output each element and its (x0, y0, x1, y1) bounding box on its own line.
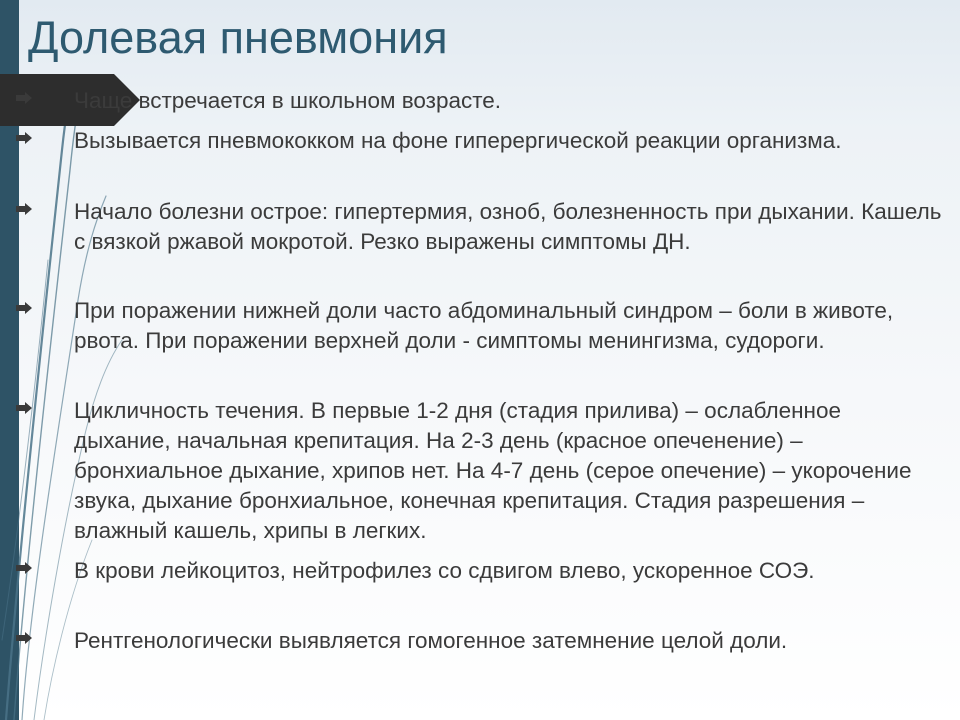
bullet-item (74, 396, 942, 546)
bullet-text: Рентгенологически выявляется гомогенное затемнение целой доли. (74, 628, 788, 653)
bullet-text: Цикличность течения. В первые 1-2 дня (стадия прилива) – ослабленное дыхание, начальная крепитация. На 2-3 день (красное опеченение) – бронхиальное дыхание, хрипов нет. На 4-7 день (серое опечение) – укорочение звука, дыхание бронхиальное, конечная крепитация. Стадия разрешения – влажный кашель, хрипы в легких. (74, 398, 912, 543)
bullet-item (74, 296, 942, 356)
slide-title: Долевая пневмония (28, 12, 448, 63)
bullet-item (74, 86, 942, 116)
bullet-text: Вызывается пневмококком на фоне гиперергической реакции организма. (74, 128, 842, 153)
arrow-right-icon (16, 632, 32, 644)
bullet-item (74, 197, 942, 257)
arrow-right-icon (16, 562, 32, 574)
bullet-text: При поражении нижней доли часто абдоминальный синдром – боли в животе, рвота. При поражении верхней доли - симптомы менингизма, судороги. (74, 298, 894, 353)
arrow-right-icon (16, 402, 32, 414)
arrow-right-icon (16, 203, 32, 215)
bullet-item (74, 556, 942, 586)
bullet-item (74, 626, 942, 656)
arrow-right-icon (16, 302, 32, 314)
bullet-item (74, 126, 942, 156)
arrow-right-icon (16, 92, 32, 104)
bullet-text: Чаще встречается в школьном возрасте. (74, 88, 502, 113)
bullet-text: Начало болезни острое: гипертермия, озноб, болезненность при дыхании. Кашель с вязкой ржавой мокротой. Резко выражены симптомы ДН. (74, 199, 942, 254)
bullet-text: В крови лейкоцитоз, нейтрофилез со сдвигом влево, ускоренное СОЭ. (74, 558, 815, 583)
arrow-right-icon (16, 132, 32, 144)
